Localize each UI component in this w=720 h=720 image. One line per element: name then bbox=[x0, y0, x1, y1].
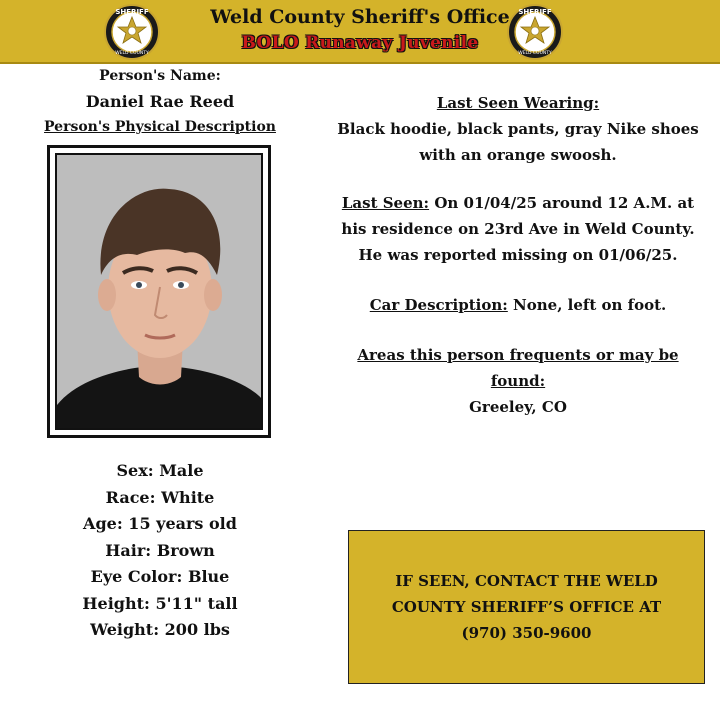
last-seen-wearing bbox=[318, 90, 718, 168]
areas-value: Greeley, CO bbox=[469, 398, 567, 416]
physical-stats bbox=[20, 458, 300, 644]
areas-label-2: found: bbox=[490, 372, 546, 390]
last-seen-text-2: his residence on 23rd Ave in Weld County. bbox=[341, 220, 695, 238]
person-info bbox=[20, 66, 300, 135]
person-name: Daniel Rae Reed bbox=[85, 92, 235, 111]
areas-frequented bbox=[318, 342, 718, 420]
areas-label-1: Areas this person frequents or may be bbox=[357, 346, 679, 364]
stat-weight: Weight: 200 lbs bbox=[90, 620, 230, 639]
last-seen-text-3: He was reported missing on 01/06/25. bbox=[358, 246, 678, 264]
svg-text:SHERIFF: SHERIFF bbox=[115, 8, 149, 16]
stat-sex: Sex: Male bbox=[116, 461, 204, 480]
wearing-text-2: with an orange swoosh. bbox=[419, 146, 617, 164]
car-value: None, left on foot. bbox=[507, 296, 667, 314]
person-photo bbox=[55, 153, 263, 430]
header-banner bbox=[0, 0, 720, 64]
details-section bbox=[318, 90, 718, 420]
last-seen-text-1: On 01/04/25 around 12 A.M. at bbox=[429, 194, 695, 212]
last-seen bbox=[318, 190, 718, 268]
contact-line-2: COUNTY SHERIFF’S OFFICE AT bbox=[391, 598, 662, 616]
stat-race: Race: White bbox=[105, 487, 215, 507]
stat-eye-color: Eye Color: Blue bbox=[90, 567, 230, 586]
person-photo-frame bbox=[47, 145, 271, 438]
name-label: Person's Name: bbox=[99, 68, 221, 84]
agency-title: Weld County Sheriff's Office bbox=[210, 6, 510, 28]
car-description bbox=[318, 292, 718, 318]
contact-line-1: IF SEEN, CONTACT THE WELD bbox=[395, 572, 658, 590]
stat-hair: Hair: Brown bbox=[105, 540, 215, 560]
sheriff-badge-icon bbox=[505, 3, 565, 61]
physical-description-label: Person's Physical Description bbox=[44, 119, 276, 135]
svg-text:WELD COUNTY: WELD COUNTY bbox=[115, 51, 149, 56]
car-label: Car Description: bbox=[369, 296, 508, 314]
stat-age: Age: 15 years old bbox=[83, 514, 237, 533]
stat-height: Height: 5'11" tall bbox=[82, 593, 238, 613]
contact-box bbox=[348, 530, 705, 684]
last-seen-label: Last Seen: bbox=[341, 194, 430, 212]
wearing-label: Last Seen Wearing: bbox=[436, 94, 600, 112]
svg-text:WELD COUNTY: WELD COUNTY bbox=[518, 51, 552, 56]
wearing-text-1: Black hoodie, black pants, gray Nike shoes bbox=[337, 120, 699, 138]
svg-text:SHERIFF: SHERIFF bbox=[518, 8, 552, 16]
contact-phone: (970) 350-9600 bbox=[461, 624, 592, 642]
bolo-subtitle: BOLO Runaway Juvenile bbox=[241, 33, 479, 53]
